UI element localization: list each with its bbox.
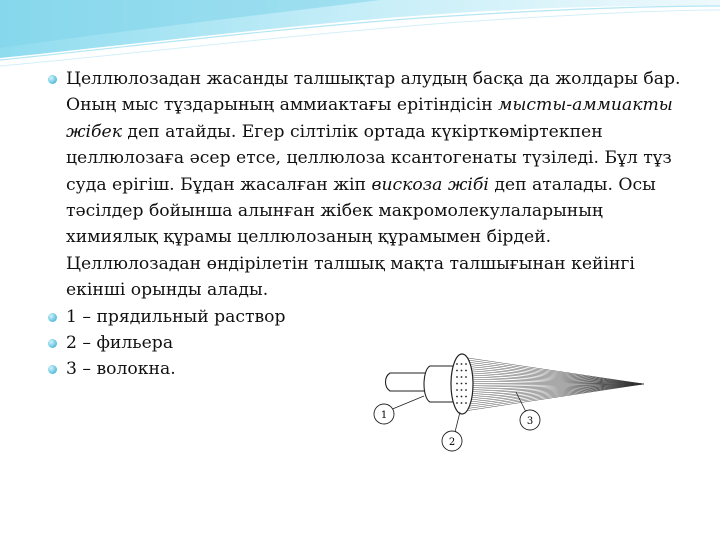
paragraph-italic-1: мысты-аммиакты жібек: [66, 95, 673, 142]
spinneret-hole: [461, 402, 463, 404]
legend-text: 3 – волокна.: [66, 359, 176, 380]
paragraph-segment-3: деп аталады. Осы тәсілдер бойынша алынған жібек макромолекулаларының химиялық құрамы целлюлозаның құрамымен бірдей. Целлюлозадан өндірілетін талшық мақта талшығынан кейінгі екінші орынды алады.: [66, 174, 656, 301]
spinneret-hole: [461, 363, 463, 365]
bullet-icon: [48, 339, 57, 348]
paragraph-segment-1: Целлюлозадан жасанды талшықтар алудың басқа да жолдары бар. Оның мыс тұздарының аммиактағы ерітіндісін: [66, 69, 681, 116]
fiber-line: [468, 371, 644, 384]
legend-text: 2 – фильера: [66, 333, 174, 354]
legend-text: 1 – прядильный раствор: [66, 306, 286, 327]
callout-2-label: 2: [448, 437, 456, 448]
spinneret-hole: [461, 389, 463, 391]
paragraph-italic-2: вискоза жібі: [371, 174, 489, 195]
spinneret-hole: [456, 383, 458, 385]
main-paragraph: [48, 66, 688, 304]
spinneret-hole: [465, 370, 467, 372]
leader-line-1: [390, 396, 424, 410]
callout-1-label: 1: [380, 410, 388, 421]
spinneret-hole: [456, 389, 458, 391]
bullet-icon: [48, 365, 57, 374]
spinneret-hole: [456, 363, 458, 365]
fiber-line: [468, 362, 644, 384]
spinneret-hole: [461, 370, 463, 372]
paragraph-segment-2: деп атайды. Егер сілтілік ортада күкірткөміртекпен целлюлозаға әсер етсе, целлюлоза ксантогенаты түзіледі. Бұл тұз суда ерігіш. Бұдан жасалған жіп: [66, 121, 672, 195]
spinneret-hole: [461, 383, 463, 385]
spinneret-hole: [465, 376, 467, 378]
fiber-line: [468, 384, 644, 406]
spinneret-hole: [456, 396, 458, 398]
bullet-icon: [48, 75, 57, 84]
bullet-icon: [48, 313, 57, 322]
spinneret-hole: [465, 396, 467, 398]
legend-item-1: [48, 304, 688, 330]
paragraph-text: [66, 66, 688, 304]
spinneret-hole: [465, 389, 467, 391]
spinneret-hole: [461, 376, 463, 378]
spinneret-hole: [456, 370, 458, 372]
fiber-line: [468, 384, 644, 398]
spinneret-hole: [456, 376, 458, 378]
spinneret-diagram: [372, 350, 652, 455]
spinneret-hole: [456, 402, 458, 404]
slide-content: [48, 66, 688, 383]
spinneret-hole: [465, 363, 467, 365]
callout-3-label: 3: [526, 416, 534, 427]
spinneret-hole: [465, 383, 467, 385]
fibers-illustration: [468, 358, 644, 411]
spinneret-hole: [465, 402, 467, 404]
spinneret-hole: [461, 396, 463, 398]
